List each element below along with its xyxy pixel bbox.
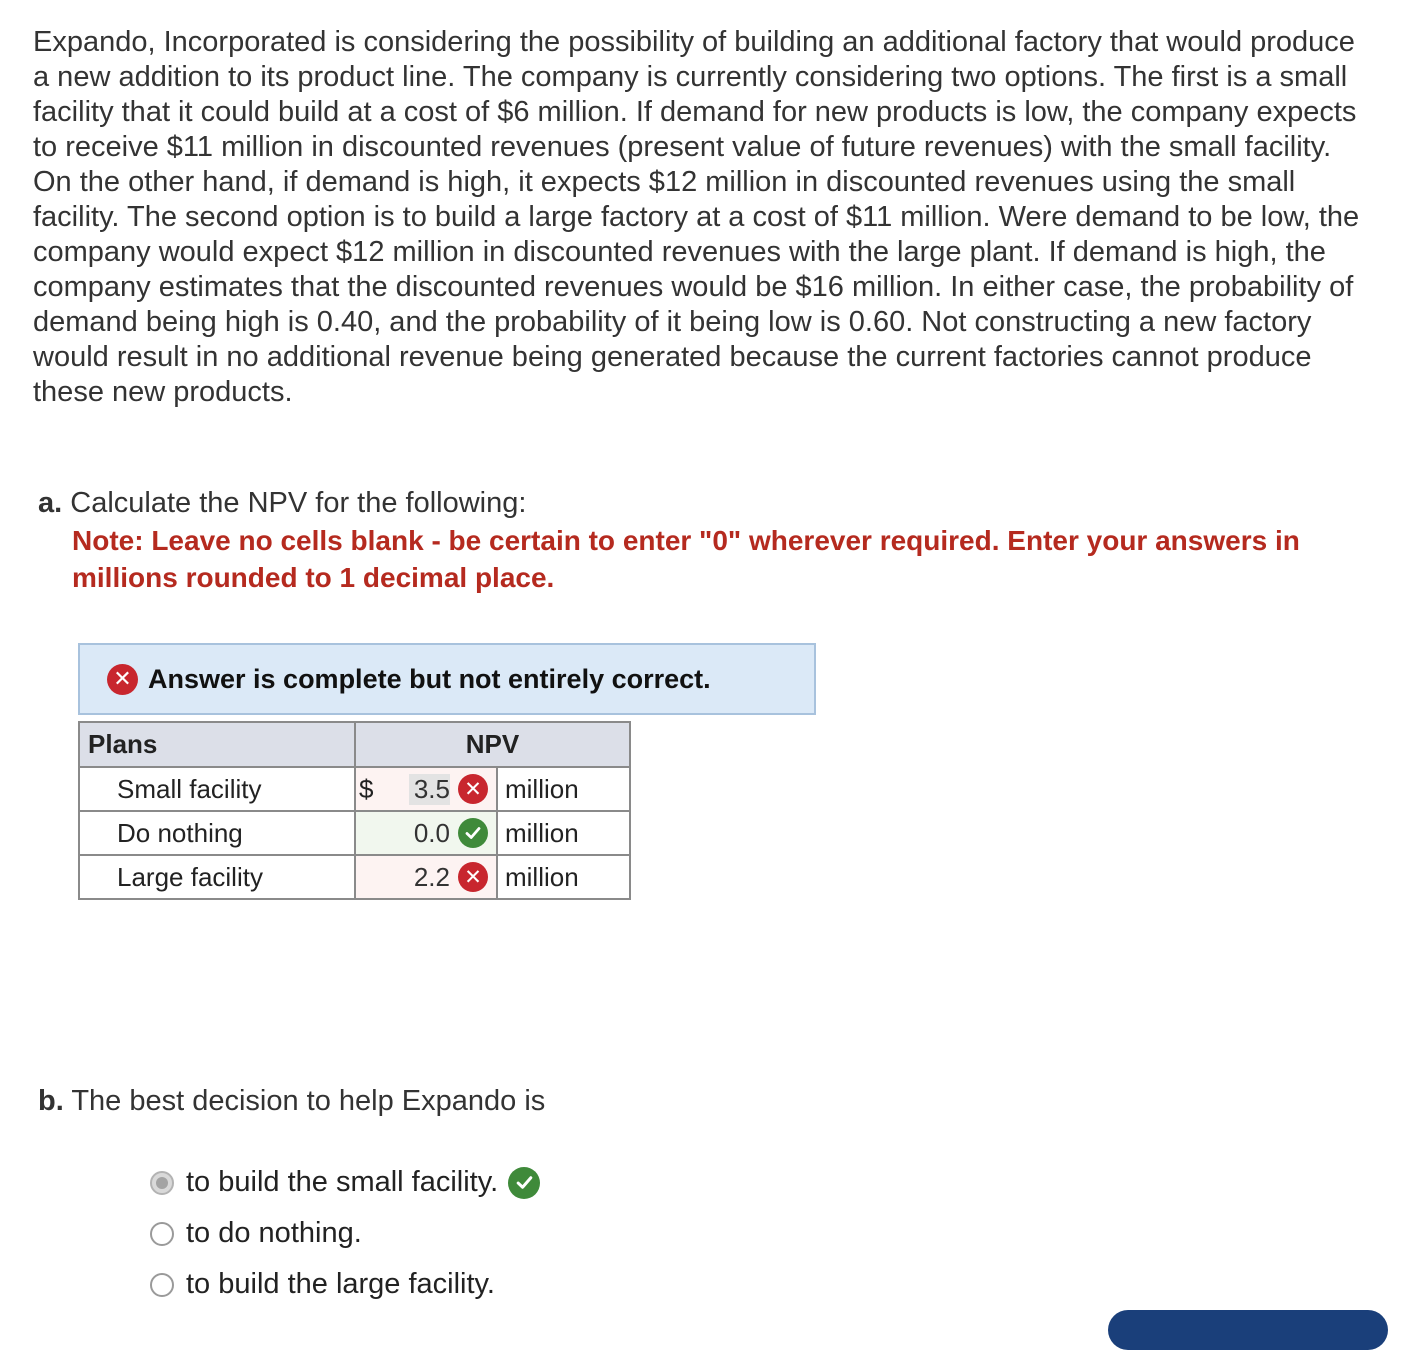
radio-button[interactable] bbox=[150, 1222, 174, 1246]
x-icon: ✕ bbox=[107, 664, 138, 695]
npv-input-cell[interactable] bbox=[355, 811, 497, 855]
part-a-note: Note: Leave no cells blank - be certain to enter "0" wherever required. Enter your answers in millions rounded to 1 decimal place. bbox=[72, 525, 1300, 593]
plan-label: Small facility bbox=[79, 767, 355, 811]
correct-check-icon bbox=[458, 818, 488, 848]
npv-value[interactable]: 0.0 bbox=[413, 817, 450, 848]
answer-status-banner bbox=[78, 643, 816, 715]
option-build-large[interactable] bbox=[150, 1259, 540, 1310]
table-row bbox=[79, 767, 630, 811]
radio-button[interactable] bbox=[150, 1273, 174, 1297]
part-b-label: b. bbox=[38, 1085, 64, 1117]
decision-options bbox=[150, 1157, 540, 1310]
unit-label: million bbox=[497, 811, 630, 855]
header-npv: NPV bbox=[355, 722, 630, 767]
plan-label: Do nothing bbox=[79, 811, 355, 855]
unit-label: million bbox=[497, 767, 630, 811]
problem-statement: Expando, Incorporated is considering the possibility of building an additional factory that would produce a new addition to its product line. The company is currently considering two options. The first is a small facility that it could build at a cost of $6 million. If demand for new products is low, the company expects to receive $11 million in discounted revenues (present value of future revenues) with the small facility. On the other hand, if demand is high, it expects $12 million in discounted revenues using the small facility. The second option is to build a large factory at a cost of $11 million. Were demand to be low, the company would expect $12 million in discounted revenues with the large plant. If demand is high, the company estimates that the discounted revenues would be $16 million. In either case, the probability of demand being high is 0.40, and the probability of it being low is 0.60. Not constructing a new factory would result in no additional revenue being generated because the current factories cannot produce these new products. bbox=[33, 26, 1360, 408]
part-b-text: The best decision to help Expando is bbox=[71, 1085, 546, 1117]
part-b-question bbox=[38, 1084, 545, 1119]
table-row bbox=[79, 811, 630, 855]
npv-value[interactable]: 3.5 bbox=[409, 774, 450, 805]
npv-input-cell[interactable] bbox=[355, 767, 497, 811]
part-a-label: a. bbox=[38, 487, 63, 519]
plan-label: Large facility bbox=[79, 855, 355, 899]
option-label[interactable]: to build the small facility. bbox=[186, 1166, 499, 1198]
npv-value[interactable]: 2.2 bbox=[413, 861, 450, 892]
currency-symbol: $ bbox=[359, 773, 374, 804]
part-a-question bbox=[38, 486, 526, 521]
header-plans: Plans bbox=[79, 722, 355, 767]
option-label[interactable]: to build the large facility. bbox=[186, 1268, 495, 1300]
navigation-button[interactable] bbox=[1108, 1310, 1388, 1350]
table-row bbox=[79, 855, 630, 899]
banner-text: Answer is complete but not entirely correct. bbox=[148, 663, 711, 694]
radio-button[interactable] bbox=[150, 1171, 174, 1195]
incorrect-x-icon: ✕ bbox=[458, 862, 488, 892]
unit-label: million bbox=[497, 855, 630, 899]
option-label[interactable]: to do nothing. bbox=[186, 1217, 362, 1249]
npv-input-cell[interactable] bbox=[355, 855, 497, 899]
incorrect-x-icon: ✕ bbox=[458, 774, 488, 804]
table-header-row bbox=[79, 722, 630, 767]
part-a-text: Calculate the NPV for the following: bbox=[70, 487, 527, 519]
npv-table bbox=[78, 721, 631, 900]
option-build-small[interactable] bbox=[150, 1157, 540, 1208]
option-do-nothing[interactable] bbox=[150, 1208, 540, 1259]
correct-check-icon bbox=[508, 1167, 540, 1199]
